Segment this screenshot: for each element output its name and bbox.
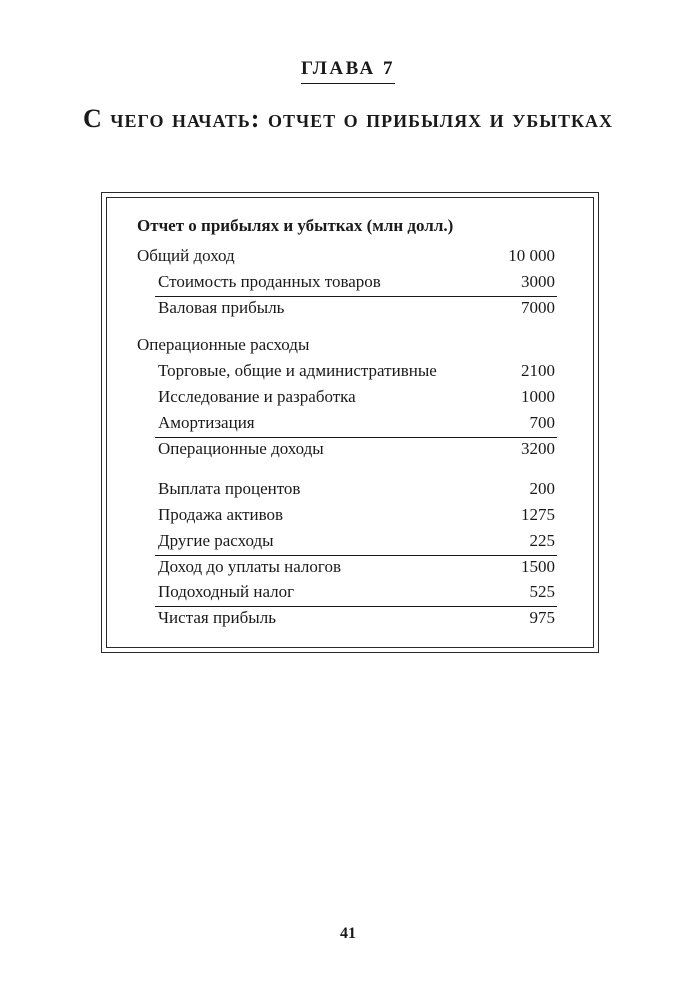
- row-gross-profit: [158, 297, 555, 321]
- row-net-income: [158, 607, 555, 631]
- row-label: Стоимость проданных товаров: [158, 272, 381, 291]
- row-value: 1275: [521, 505, 555, 524]
- row-label: Общий доход: [137, 246, 235, 265]
- row-income-tax: [158, 581, 555, 605]
- row-label: Другие расходы: [158, 531, 274, 550]
- row-value: 3000: [521, 272, 555, 291]
- row-label: Валовая прибыль: [158, 298, 285, 317]
- row-operating-income: [158, 438, 555, 462]
- row-value: 3200: [521, 439, 555, 458]
- row-label: Доход до уплаты налогов: [158, 557, 341, 576]
- row-pretax-income: [158, 556, 555, 580]
- row-operating-expenses: [137, 334, 555, 358]
- row-asset-sale: [158, 504, 555, 528]
- chapter-label: [0, 58, 696, 84]
- row-value: 700: [529, 413, 555, 432]
- chapter-title: С чего начать: отчет о прибылях и убытках: [82, 104, 613, 133]
- chapter-label-text: ГЛАВА 7: [301, 58, 395, 84]
- row-value: 2100: [521, 361, 555, 380]
- row-label: Выплата процентов: [158, 479, 301, 498]
- row-value: 1000: [521, 387, 555, 406]
- row-label: Исследование и разработка: [158, 387, 356, 406]
- row-label: Амортизация: [158, 413, 255, 432]
- row-label: Торговые, общие и административные: [158, 361, 437, 380]
- row-total-revenue: [137, 245, 555, 269]
- row-label: Операционные расходы: [137, 335, 310, 354]
- page-number: 41: [340, 925, 356, 942]
- row-value: 7000: [521, 298, 555, 317]
- row-value: 525: [529, 582, 555, 601]
- row-value: 10 000: [508, 246, 555, 265]
- row-value: 1500: [521, 557, 555, 576]
- row-value: 200: [529, 479, 555, 498]
- row-other-expenses: [158, 530, 555, 554]
- table-title: Отчет о прибылях и убытках (млн долл.): [137, 216, 454, 235]
- row-label: Чистая прибыль: [158, 608, 276, 627]
- row-label: Подоходный налог: [158, 582, 295, 601]
- row-sga: [158, 360, 555, 384]
- row-value: 225: [529, 531, 555, 550]
- row-depreciation: [158, 412, 555, 436]
- row-label: Операционные доходы: [158, 439, 324, 458]
- row-label: Продажа активов: [158, 505, 284, 524]
- row-cogs: [158, 271, 555, 295]
- row-interest-payment: [158, 478, 555, 502]
- row-value: 975: [529, 608, 555, 627]
- row-rnd: [158, 386, 555, 410]
